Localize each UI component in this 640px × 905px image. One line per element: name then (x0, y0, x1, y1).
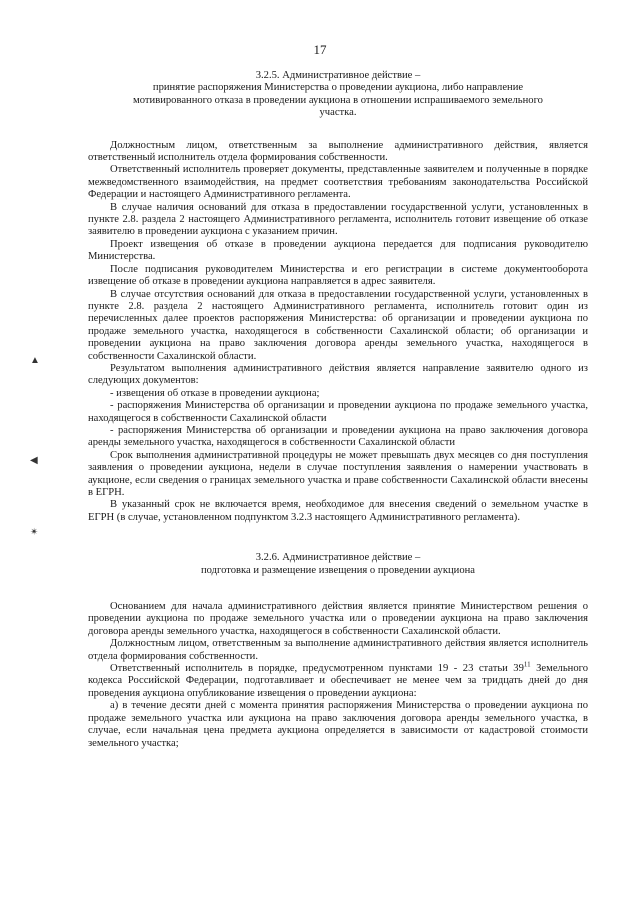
paragraph: Должностным лицом, ответственным за выполнение административного действия является исполнитель отдела формирования собственности. (88, 638, 588, 662)
paragraph: После подписания руководителем Министерства и его регистрации в системе документооборота извещение об отказе в проведении аукциона направляется в адрес заявителя. (88, 263, 588, 288)
list-item: - распоряжения Министерства об организации и проведении аукциона на право заключения договора аренды земельного участка, находящегося в собственности Сахалинской области (88, 424, 588, 449)
document-body (88, 70, 588, 750)
paragraph: Проект извещения об отказе в проведении аукциона передается для подписания руководителю Министерства. (88, 238, 588, 263)
heading-subtitle: подготовка и размещение извещения о проведении аукциона (200, 564, 475, 576)
section-heading-3-2-6 (116, 552, 560, 577)
text-run: Земельного кодекса Российской Федерации, подготавливает и обеспечивает не менее чем за тридцать дней до дня проведения аукциона опубликование извещения о проведении аукциона: (88, 663, 588, 699)
page-number: 17 (313, 42, 327, 57)
margin-mark-1: ▲ (30, 355, 40, 366)
heading-subtitle: принятие распоряжения Министерства о проведении аукциона, либо направление мотивированного отказа в проведении аукциона в отношении испрашиваемого земельного участка. (133, 82, 543, 119)
paragraph: Результатом выполнения административного действия является направление заявителю одного из следующих документов: (88, 362, 588, 387)
paragraph-with-superscript (88, 660, 588, 700)
list-item: - распоряжения Министерства об организации и проведении аукциона по продаже земельного участка, находящегося в собственности Сахалинской области (88, 400, 588, 424)
superscript: 11 (523, 660, 531, 669)
paragraph: Основанием для начала административного действия является принятие Министерством решения о проведении аукциона по продаже земельного участка или о проведении аукциона на право заключения договора аренды земельного участка, находящегося в собственности Сахалинской области. (88, 601, 588, 637)
heading-title: 3.2.5. Административное действие – (255, 70, 421, 81)
paragraph: Должностным лицом, ответственным за выполнение административного действия, является ответственный исполнитель отдела формирования собственности. (88, 139, 588, 164)
margin-mark-3: ✴ (30, 527, 39, 538)
list-item: а) в течение десяти дней с момента принятия распоряжения Министерства о проведении аукциона по продаже земельного участка или аукциона на право заключения договора аренды земельного участка, в случае, если начальная цена предмета аукциона определяется в зависимости от кадастровой стоимости земельного участка; (88, 700, 588, 749)
paragraph: Ответственный исполнитель проверяет документы, представленные заявителем и полученные в порядке межведомственного взаимодействия, на предмет соответствия требованиям законодательства Российской Федерации и настоящего Административного регламента. (88, 164, 588, 201)
heading-title: 3.2.6. Административное действие – (255, 552, 421, 564)
paragraph: В случае наличия оснований для отказа в предоставлении государственной услуги, установленных в пункте 2.8. раздела 2 настоящего Административного регламента, исполнитель готовит извещение об отказе заявителю в проведении аукциона с указанием причин. (88, 201, 588, 238)
margin-mark-2: ◀ (30, 455, 38, 466)
paragraph: В указанный срок не включается время, необходимое для внесения сведений о земельном участке в ЕГРН (в случае, установленном подпунктом 3.2.3 настоящего Административного регламента). (88, 499, 588, 523)
paragraph: В случае отсутствия оснований для отказа в предоставлении государственной услуги, установленных в пункте 2.8. раздела 2 настоящего Административного регламента, исполнитель готовит один из перечисленных далее проектов распоряжения Министерства: об организации и проведении аукциона по продаже земельного участка, находящегося в собственности Сахалинской области; об организации и проведении аукциона на право заключения договора аренды земельного участка, находящегося в собственности Сахалинской области. (88, 288, 588, 362)
paragraph: Срок выполнения административной процедуры не может превышать двух месяцев со дня поступления заявления о проведении аукциона, недели в случае поступления заявления о намерении участвовать в аукционе, если сведения о границах земельного участка и праве собственности Сахалинской области внесены в ЕГРН. (88, 449, 588, 498)
list-item: - извещения об отказе в проведении аукциона; (110, 387, 320, 399)
section-heading-3-2-5 (116, 70, 560, 120)
text-run: Ответственный исполнитель в порядке, предусмотренном пунктами 19 - 23 статьи 39 (110, 663, 524, 675)
